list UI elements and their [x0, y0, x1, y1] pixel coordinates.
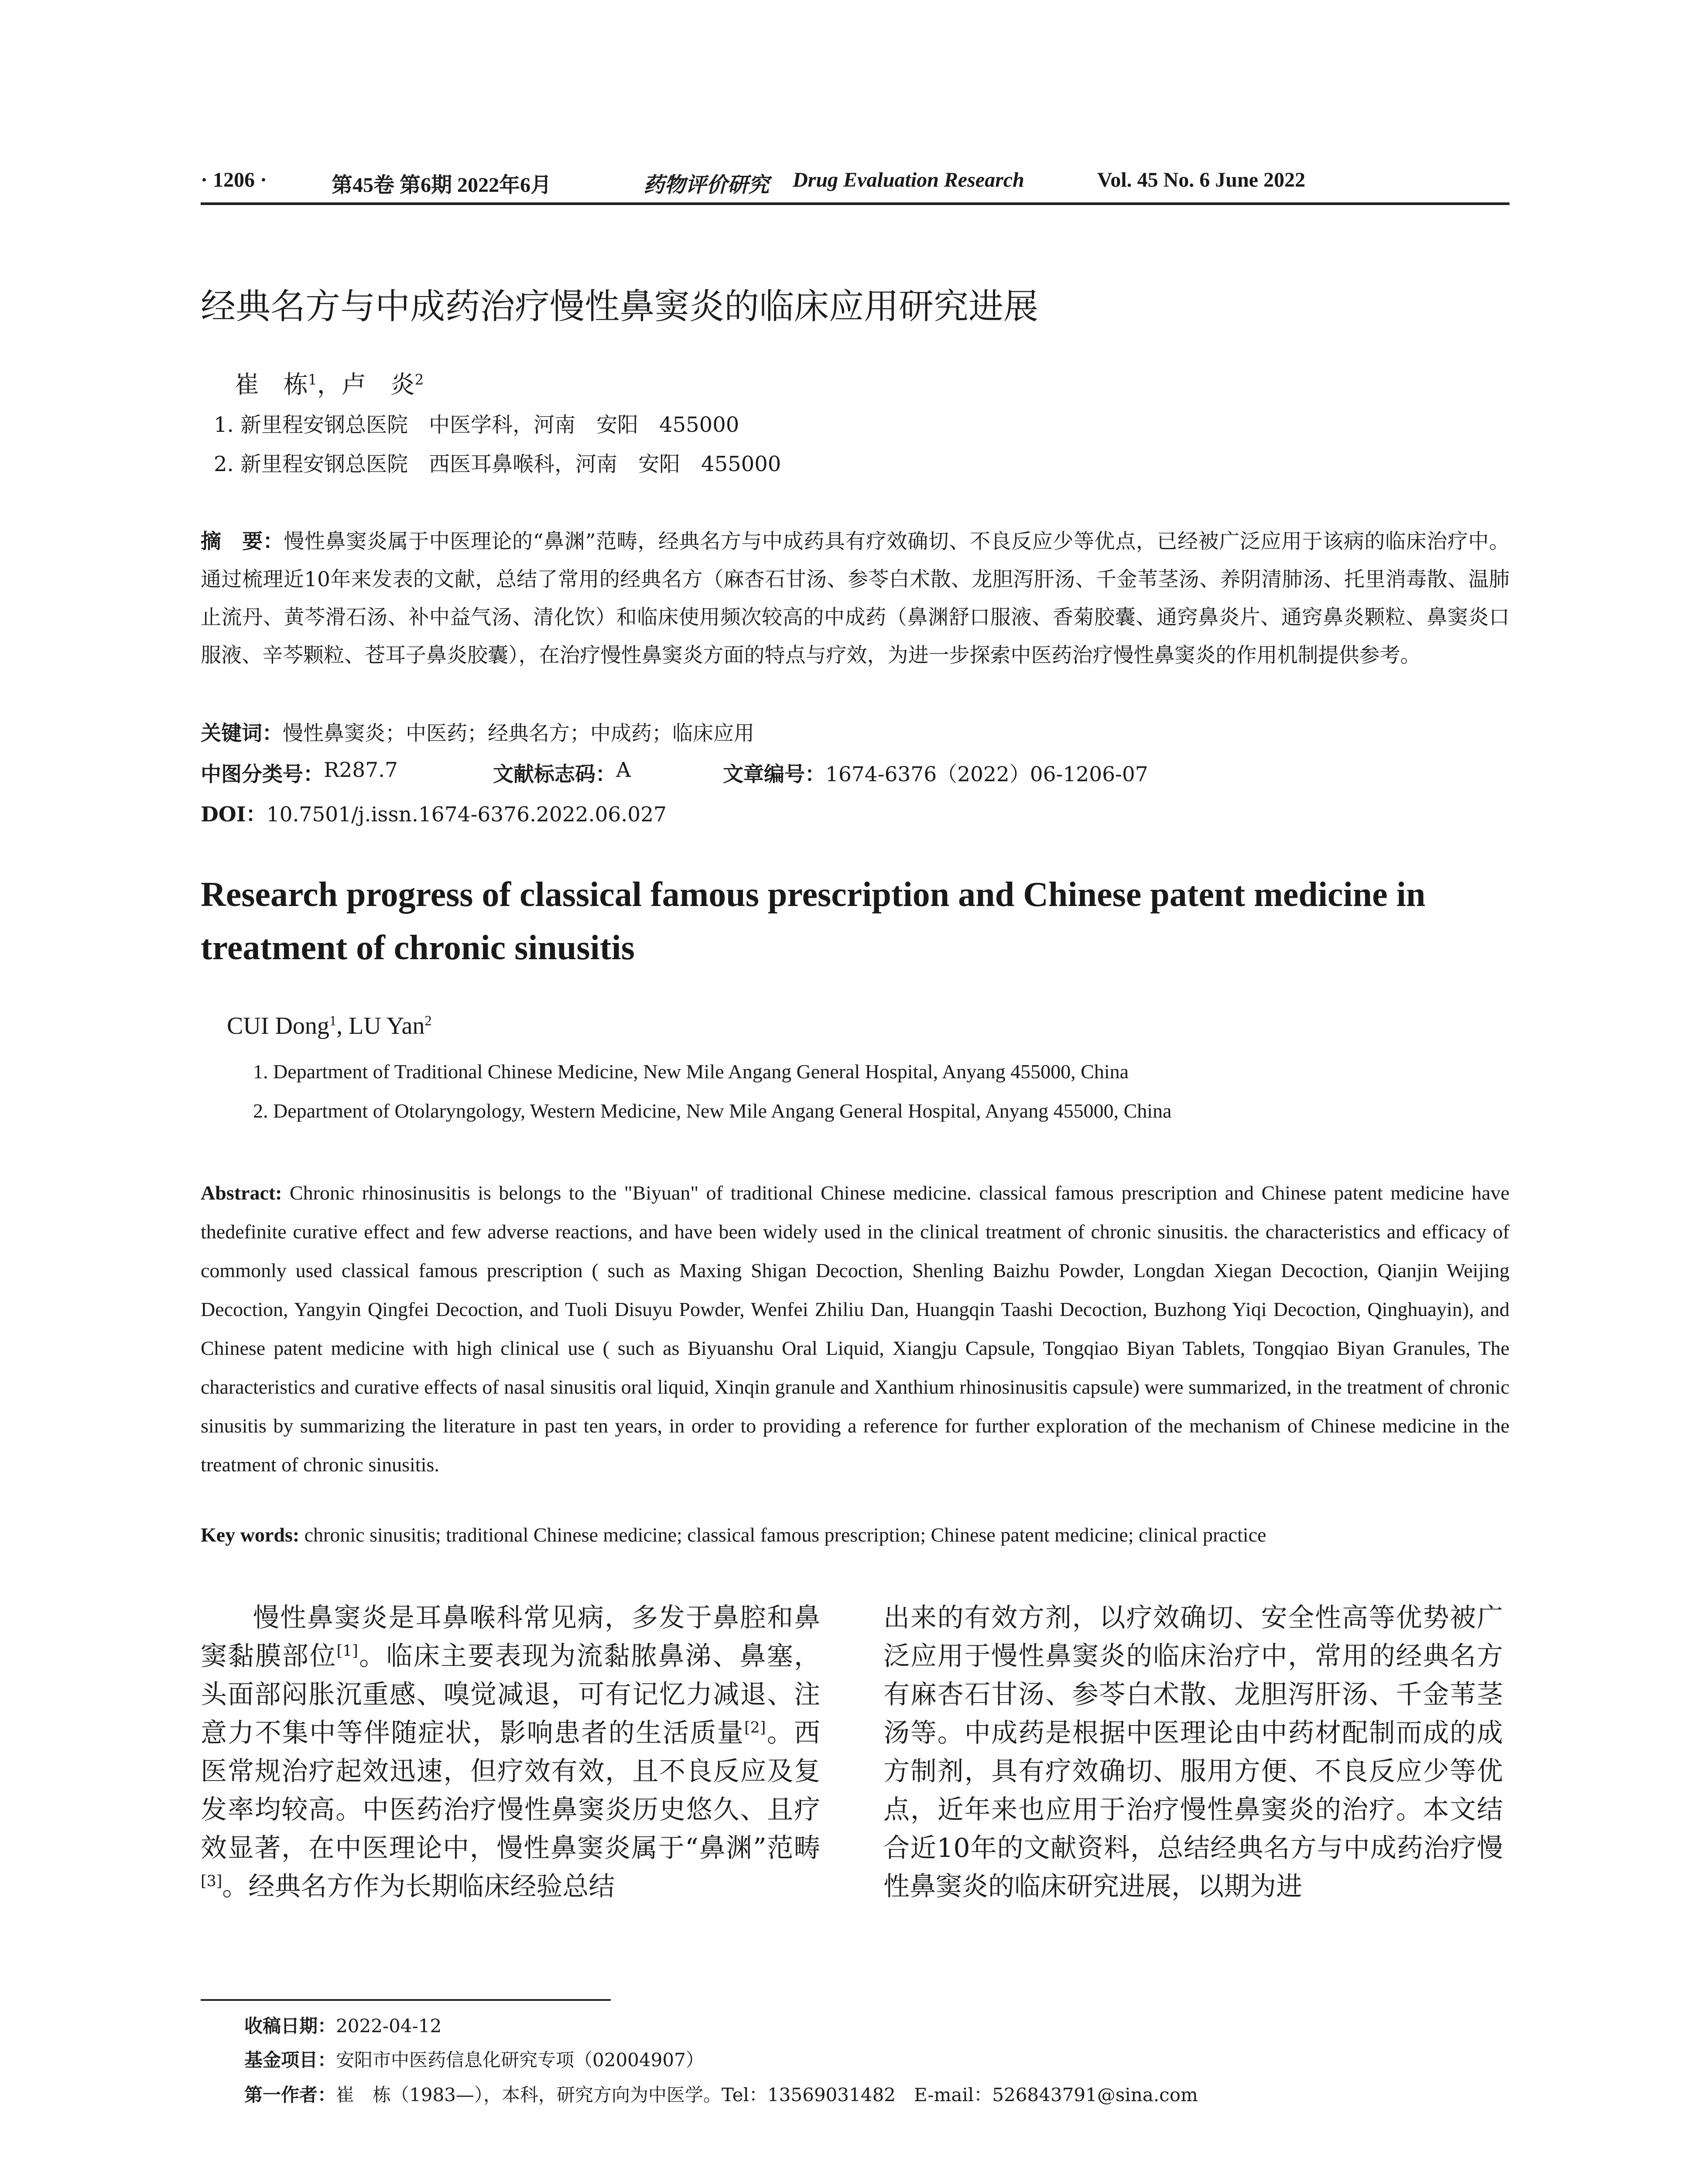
abstract-en [201, 1173, 1509, 1484]
issue-en: Vol. 45 No. 6 June 2022 [1097, 168, 1305, 191]
article-number [723, 758, 1148, 787]
author-separator: ， [317, 371, 342, 399]
keywords-text: chronic sinusitis; traditional Chinese medicine; classical famous prescription; Chinese patent medicine; clinical practice [304, 1524, 1266, 1546]
footnote-label: 第一作者： [244, 2084, 336, 2106]
abstract-text: Chronic rhinosinusitis is belongs to the "Biyuan" of traditional Chinese medicine. classical famous prescription and Chinese patent medicine have thedefinite curative effect and few adverse reactions, and have been widely used in the clinical treatment of chronic sinusitis. the characteristics and efficacy of commonly used classical famous prescription ( such as Maxing Shigan Decoction, Shenling Baizhu Powder, Longdan Xiegan Decoction, Qianjin Weijing Decoction, Yangyin Qingfei Decoction, and Tuoli Disuyu Powder, Wenfei Zhiliu Dan, Huangqin Taashi Decoction, Buzhong Yiqi Decoction, Qinghuayin), and Chinese patent medicine with high clinical use ( such as Biyuanshu Oral Liquid, Xiangju Capsule, Tongqiao Biyan Tablets, Tongqiao Biyan Granules, The characteristics and curative effects of nasal sinusitis oral liquid, Xinqin granule and Xanthium rhinosinusitis capsule) were summarized, in the treatment of chronic sinusitis by summarizing the literature in past ten years, in order to providing a reference for further exploration of the mechanism of Chinese medicine in the treatment of chronic sinusitis. [201, 1182, 1509, 1476]
doi-line [201, 798, 667, 827]
keywords-label: 关键词： [201, 721, 283, 745]
document-code [493, 758, 631, 787]
document-code-label: 文献标志码： [493, 762, 616, 786]
paper-title-en: Research progress of classical famous prescription and Chinese patent medicine in treatment of chronic sinusitis [201, 875, 1426, 967]
affiliation-en: 2. Department of Otolaryngology, Western Medicine, New Mile Angang General Hospital, Anyang 455000, China [253, 1100, 1172, 1122]
author-affiliation-mark: 1 [329, 1013, 337, 1029]
journal-name-cn: 药物评价研究 [643, 174, 770, 197]
abstract-text: 慢性鼻窦炎属于中医理论的“鼻渊”范畴，经典名方与中成药具有疗效确切、不良反应少等优点，已经被广泛应用于该病的临床治疗中。通过梳理近10年来发表的文献，总结了常用的经典名方（麻杏石甘汤、参苓白术散、龙胆泻肝汤、千金苇茎汤、养阴清肺汤、托里消毒散、温肺止流丹、黄芩滑石汤、补中益气汤、清化饮）和临床使用频次较高的中成药（鼻渊舒口服液、香菊胶囊、通窍鼻炎片、通窍鼻炎颗粒、鼻窦炎口服液、辛芩颗粒、苍耳子鼻炎胶囊），在治疗慢性鼻窦炎方面的特点与疗效，为进一步探索中医药治疗慢性鼻窦炎的作用机制提供参考。 [201, 530, 1510, 667]
body-column-right: 出来的有效方剂，以疗效确切、安全性高等优势被广泛应用于慢性鼻窦炎的临床治疗中，常用的经典名方有麻杏石甘汤、参苓白术散、龙胆泻肝汤、千金苇茎汤等。中成药是根据中医理论由中药材配制而成的成方制剂，具有疗效确切、服用方便、不良反应少等优点，近年来也应用于治疗慢性鼻窦炎的治疗。本文结合近10年的文献资料，总结经典名方与中成药治疗慢性鼻窦炎的临床研究进展，以期为进 [883, 1603, 1503, 1902]
issue-cn: 第45卷 第6期 2022年6月 [332, 174, 552, 197]
author-affiliation-mark: 1 [308, 371, 317, 388]
footnote-received-date [244, 2012, 442, 2038]
keywords-cn [201, 717, 754, 746]
footnote-funding [244, 2046, 704, 2072]
page-number: · 1206 · [201, 168, 267, 191]
classification-label: 中图分类号： [201, 762, 324, 786]
abstract-label: Abstract: [201, 1182, 282, 1204]
citation-ref: [2] [744, 1719, 766, 1737]
footnote-label: 基金项目： [244, 2049, 336, 2071]
author-name: 崔 栋 [235, 371, 308, 399]
affiliation-cn: 2. 新里程安钢总医院 西医耳鼻喉科，河南 安阳 455000 [214, 452, 781, 476]
journal-name-en: Drug Evaluation Research [793, 168, 1024, 191]
footnote-value: 崔 栋（1983—），本科，研究方向为中医学。Tel：13569031482 E-mail：526843791@sina.com [336, 2084, 1198, 2106]
author-name: CUI Dong [227, 1012, 329, 1039]
citation-ref: [1] [336, 1642, 358, 1660]
abstract-label: 摘 要： [201, 530, 284, 554]
citation-ref: [3] [201, 1873, 222, 1890]
running-header [201, 168, 1509, 198]
body-column-left [201, 1599, 820, 1906]
keywords-text: 慢性鼻窦炎；中医药；经典名方；中成药；临床应用 [283, 721, 754, 745]
footnote-rule [201, 1999, 611, 2001]
doi-value: 10.7501/j.issn.1674-6376.2022.06.027 [266, 803, 667, 827]
authors-cn [235, 366, 424, 400]
affiliation-en: 1. Department of Traditional Chinese Medicine, New Mile Angang General Hospital, Anyang 455000, China [253, 1060, 1129, 1083]
article-number-label: 文章编号： [723, 762, 825, 786]
abstract-cn [201, 523, 1509, 674]
keywords-label: Key words: [201, 1524, 300, 1546]
author-name: LU Yan [349, 1012, 425, 1039]
author-affiliation-mark: 2 [414, 371, 424, 388]
footnote-first-author [244, 2081, 1198, 2107]
body-text: 慢性鼻窦炎是耳鼻喉科常见病，多发于鼻腔和鼻窦黏膜部位 [201, 1603, 820, 1672]
body-text: 。经典名方作为长期临床经验总结 [222, 1871, 615, 1902]
body-text: 。临床主要表现为流黏脓鼻涕、鼻塞，头面部闷胀沉重感、嗅觉减退，可有记忆力减退、注意力不集中等伴随症状，影响患者的生活质量 [201, 1641, 821, 1748]
author-name: 卢 炎 [341, 371, 415, 399]
body-text: 。西医常规治疗起效迅速，但疗效有效，且不良反应及复发率均较高。中医药治疗慢性鼻窦炎历史悠久、且疗效显著，在中医理论中，慢性鼻窦炎属于“鼻渊”范畴 [201, 1718, 820, 1863]
paper-title-cn: 经典名方与中成药治疗慢性鼻窦炎的临床应用研究进展 [201, 286, 1038, 327]
author-affiliation-mark: 2 [424, 1013, 432, 1029]
classification-number [201, 758, 398, 787]
footnote-value: 安阳市中医药信息化研究专项（02004907） [336, 2049, 704, 2071]
document-code-value: A [616, 758, 631, 782]
keywords-en [201, 1523, 1266, 1546]
doi-label: DOI： [201, 803, 267, 827]
classification-value: R287.7 [324, 758, 398, 782]
header-rule [201, 202, 1509, 205]
article-number-value: 1674-6376（2022）06-1206-07 [825, 762, 1148, 786]
author-separator: , [336, 1012, 349, 1039]
footnote-label: 收稿日期： [244, 2015, 336, 2037]
authors-en [227, 1012, 432, 1040]
affiliation-cn: 1. 新里程安钢总医院 中医学科，河南 安阳 455000 [214, 413, 739, 437]
footnote-value: 2022-04-12 [336, 2015, 442, 2037]
